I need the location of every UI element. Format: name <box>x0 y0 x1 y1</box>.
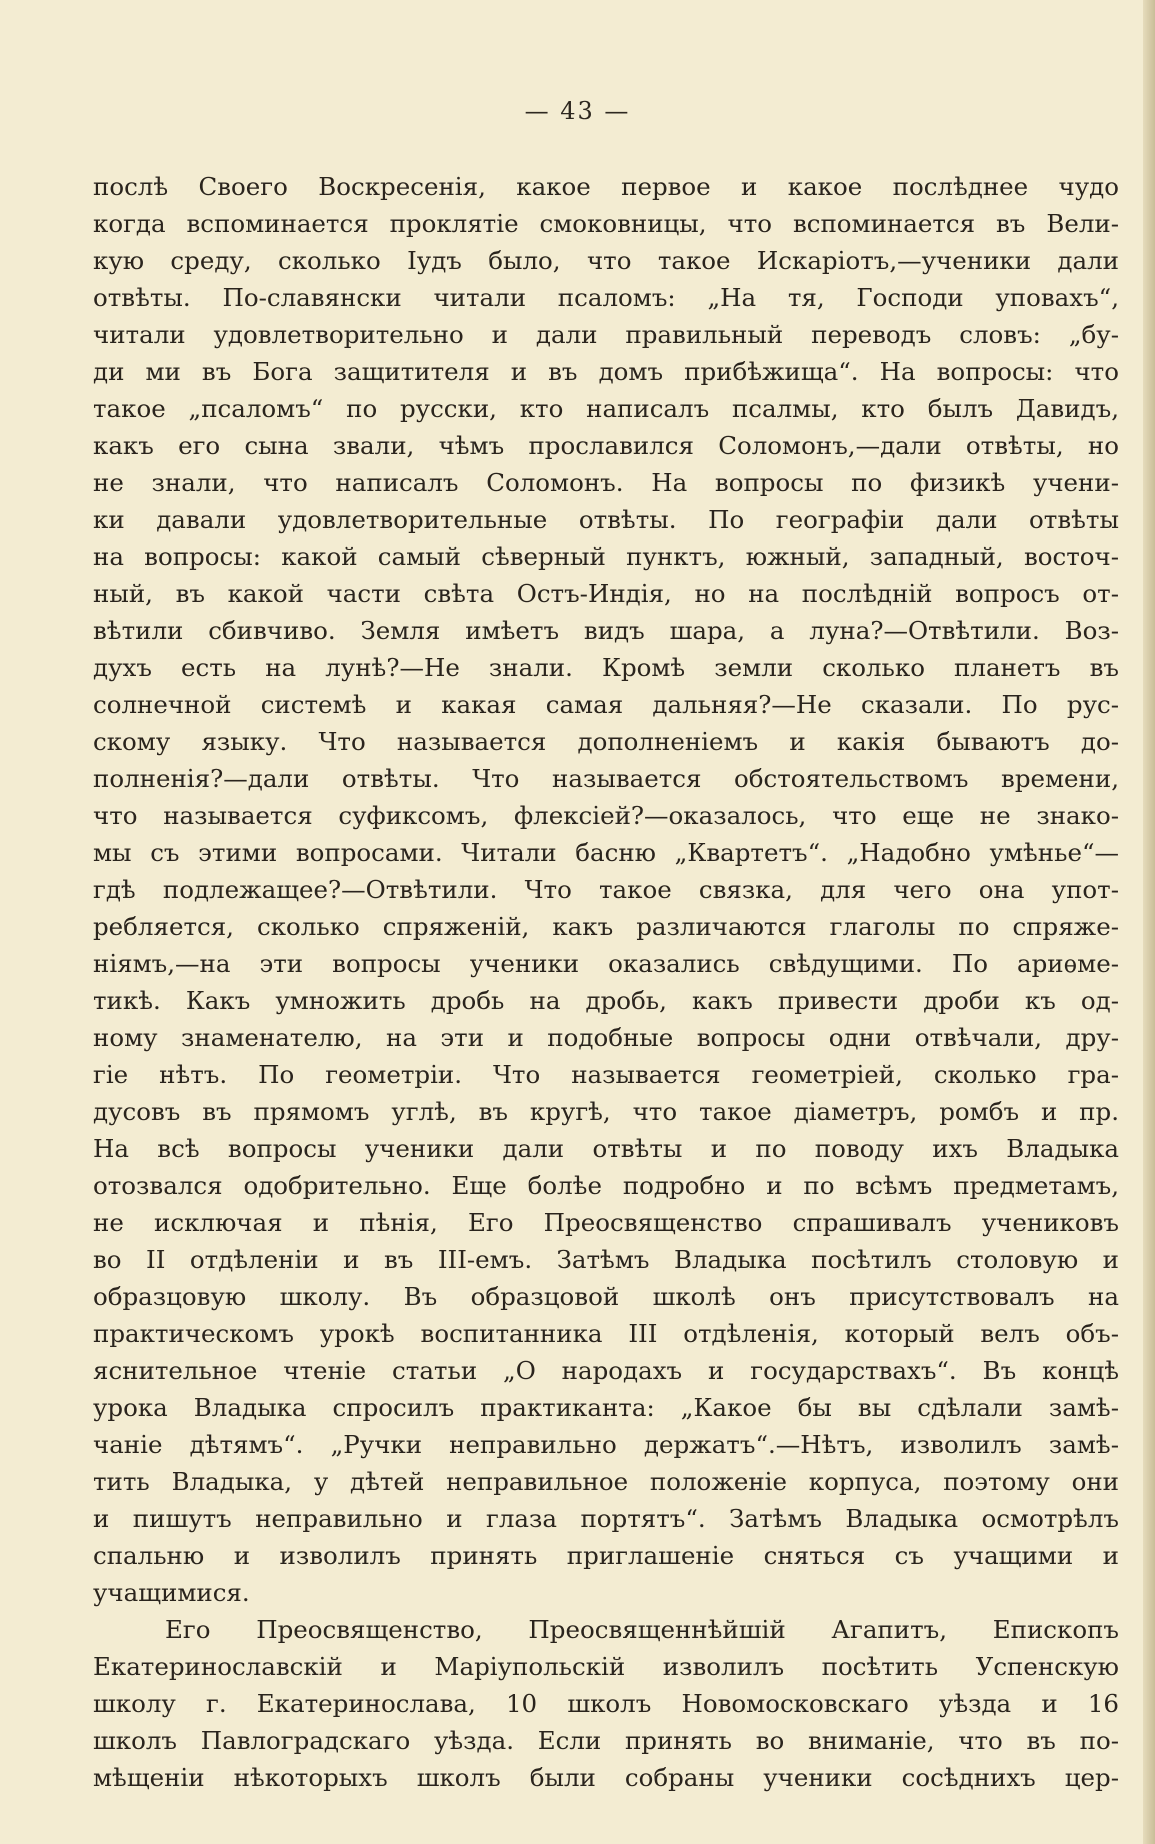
text-line: тить Владыка, у дѣтей неправильное положеніе корпуса, поэтому они <box>93 1467 1119 1496</box>
text-line: такое „псаломъ“ по русски, кто написалъ псалмы, кто былъ Давидъ, <box>93 394 1119 423</box>
text-line: какъ его сына звали, чѣмъ прославился Соломонъ,—дали отвѣты, но <box>93 431 1119 460</box>
text-line: отвѣты. По-славянски читали псаломъ: „На тя, Господи уповахъ“, <box>93 283 1119 312</box>
text-line: спальню и изволилъ принять приглашеніе сняться съ учащими и <box>93 1541 1119 1570</box>
text-line: вѣтили сбивчиво. Земля имѣетъ видъ шара, а луна?—Отвѣтили. Воз- <box>93 616 1119 645</box>
text-line: ніямъ,—на эти вопросы ученики оказались свѣдущими. По ариѳме- <box>93 949 1119 978</box>
text-line: полненія?—дали отвѣты. Что называется обстоятельствомъ времени, <box>93 764 1119 793</box>
text-line: школъ Павлоградскаго уѣзда. Если принять во вниманіе, что въ по- <box>93 1726 1119 1755</box>
body-text <box>93 168 1119 1796</box>
text-line: Екатеринославскій и Маріупольскій изволилъ посѣтить Успенскую <box>93 1652 1119 1681</box>
text-line: ки давали удовлетворительные отвѣты. По географіи дали отвѣты <box>93 505 1119 534</box>
text-line: практическомъ урокѣ воспитанника III отдѣленія, который велъ объ- <box>93 1319 1119 1348</box>
text-line: отозвался одобрительно. Еще болѣе подробно и по всѣмъ предметамъ, <box>93 1171 1119 1200</box>
text-line: читали удовлетворительно и дали правильный переводъ словъ: „бу- <box>93 320 1119 349</box>
text-line: гдѣ подлежащее?—Отвѣтили. Что такое связка, для чего она упот- <box>93 875 1119 904</box>
text-line: духъ есть на лунѣ?—Не знали. Кромѣ земли сколько планетъ въ <box>93 653 1119 682</box>
text-line-paragraph-start: Его Преосвященство, Преосвященнѣйшій Агапитъ, Епископъ <box>165 1615 1119 1644</box>
text-line: мѣщеніи нѣкоторыхъ школъ были собраны ученики сосѣднихъ цер- <box>93 1763 1119 1792</box>
text-line: ный, въ какой части свѣта Остъ-Индія, но на послѣдній вопросъ от- <box>93 579 1119 608</box>
text-line: тикѣ. Какъ умножить дробь на дробь, какъ привести дроби къ од- <box>93 986 1119 1015</box>
text-line: не исключая и пѣнія, Его Преосвященство спрашивалъ учениковъ <box>93 1208 1119 1237</box>
text-line: ному знаменателю, на эти и подобные вопросы одни отвѣчали, дру- <box>93 1023 1119 1052</box>
text-line: солнечной системѣ и какая самая дальняя?—Не сказали. По рус- <box>93 690 1119 719</box>
text-line: не знали, что написалъ Соломонъ. На вопросы по физикѣ учени- <box>93 468 1119 497</box>
page-number: — 43 — <box>524 97 631 125</box>
text-line: образцовую школу. Въ образцовой школѣ онъ присутствовалъ на <box>93 1282 1119 1311</box>
text-line: послѣ Своего Воскресенія, какое первое и какое послѣднее чудо <box>93 172 1119 201</box>
text-line: дусовъ въ прямомъ углѣ, въ кругѣ, что такое діаметръ, ромбъ и пр. <box>93 1097 1119 1126</box>
text-line: мы съ этими вопросами. Читали басню „Квартетъ“. „Надобно умѣнье“— <box>93 838 1119 867</box>
page-edge-shadow <box>1143 0 1155 1844</box>
text-line: и пишутъ неправильно и глаза портятъ“. Затѣмъ Владыка осмотрѣлъ <box>93 1504 1119 1533</box>
text-line: ребляется, сколько спряженій, какъ различаются глаголы по спряже- <box>93 912 1119 941</box>
text-line: школу г. Екатеринослава, 10 школъ Новомосковскаго уѣзда и 16 <box>93 1689 1119 1718</box>
text-line: чаніе дѣтямъ“. „Ручки неправильно держатъ“.—Нѣтъ, изволилъ замѣ- <box>93 1430 1119 1459</box>
text-line: На всѣ вопросы ученики дали отвѣты и по поводу ихъ Владыка <box>93 1134 1119 1163</box>
text-line-paragraph-end: учащимися. <box>93 1578 250 1607</box>
text-line: гіе нѣтъ. По геометріи. Что называется геометріей, сколько гра- <box>93 1060 1119 1089</box>
text-line: ди ми въ Бога защитителя и въ домъ прибѣжища“. На вопросы: что <box>93 357 1119 386</box>
text-line: урока Владыка спросилъ практиканта: „Какое бы вы сдѣлали замѣ- <box>93 1393 1119 1422</box>
text-line: скому языку. Что называется дополненіемъ и какія бываютъ до- <box>93 727 1119 756</box>
text-line: когда вспоминается проклятіе смоковницы, что вспоминается въ Вели- <box>93 209 1119 238</box>
text-line: во II отдѣленіи и въ III-емъ. Затѣмъ Владыка посѣтилъ столовую и <box>93 1245 1119 1274</box>
text-line: что называется суфиксомъ, флексіей?—оказалось, что еще не знако- <box>93 801 1119 830</box>
text-line: на вопросы: какой самый сѣверный пунктъ, южный, западный, восточ- <box>93 542 1119 571</box>
text-line: яснительное чтеніе статьи „О народахъ и государствахъ“. Въ концѣ <box>93 1356 1119 1385</box>
text-line: кую среду, сколько Іудъ было, что такое Искаріотъ,—ученики дали <box>93 246 1119 275</box>
